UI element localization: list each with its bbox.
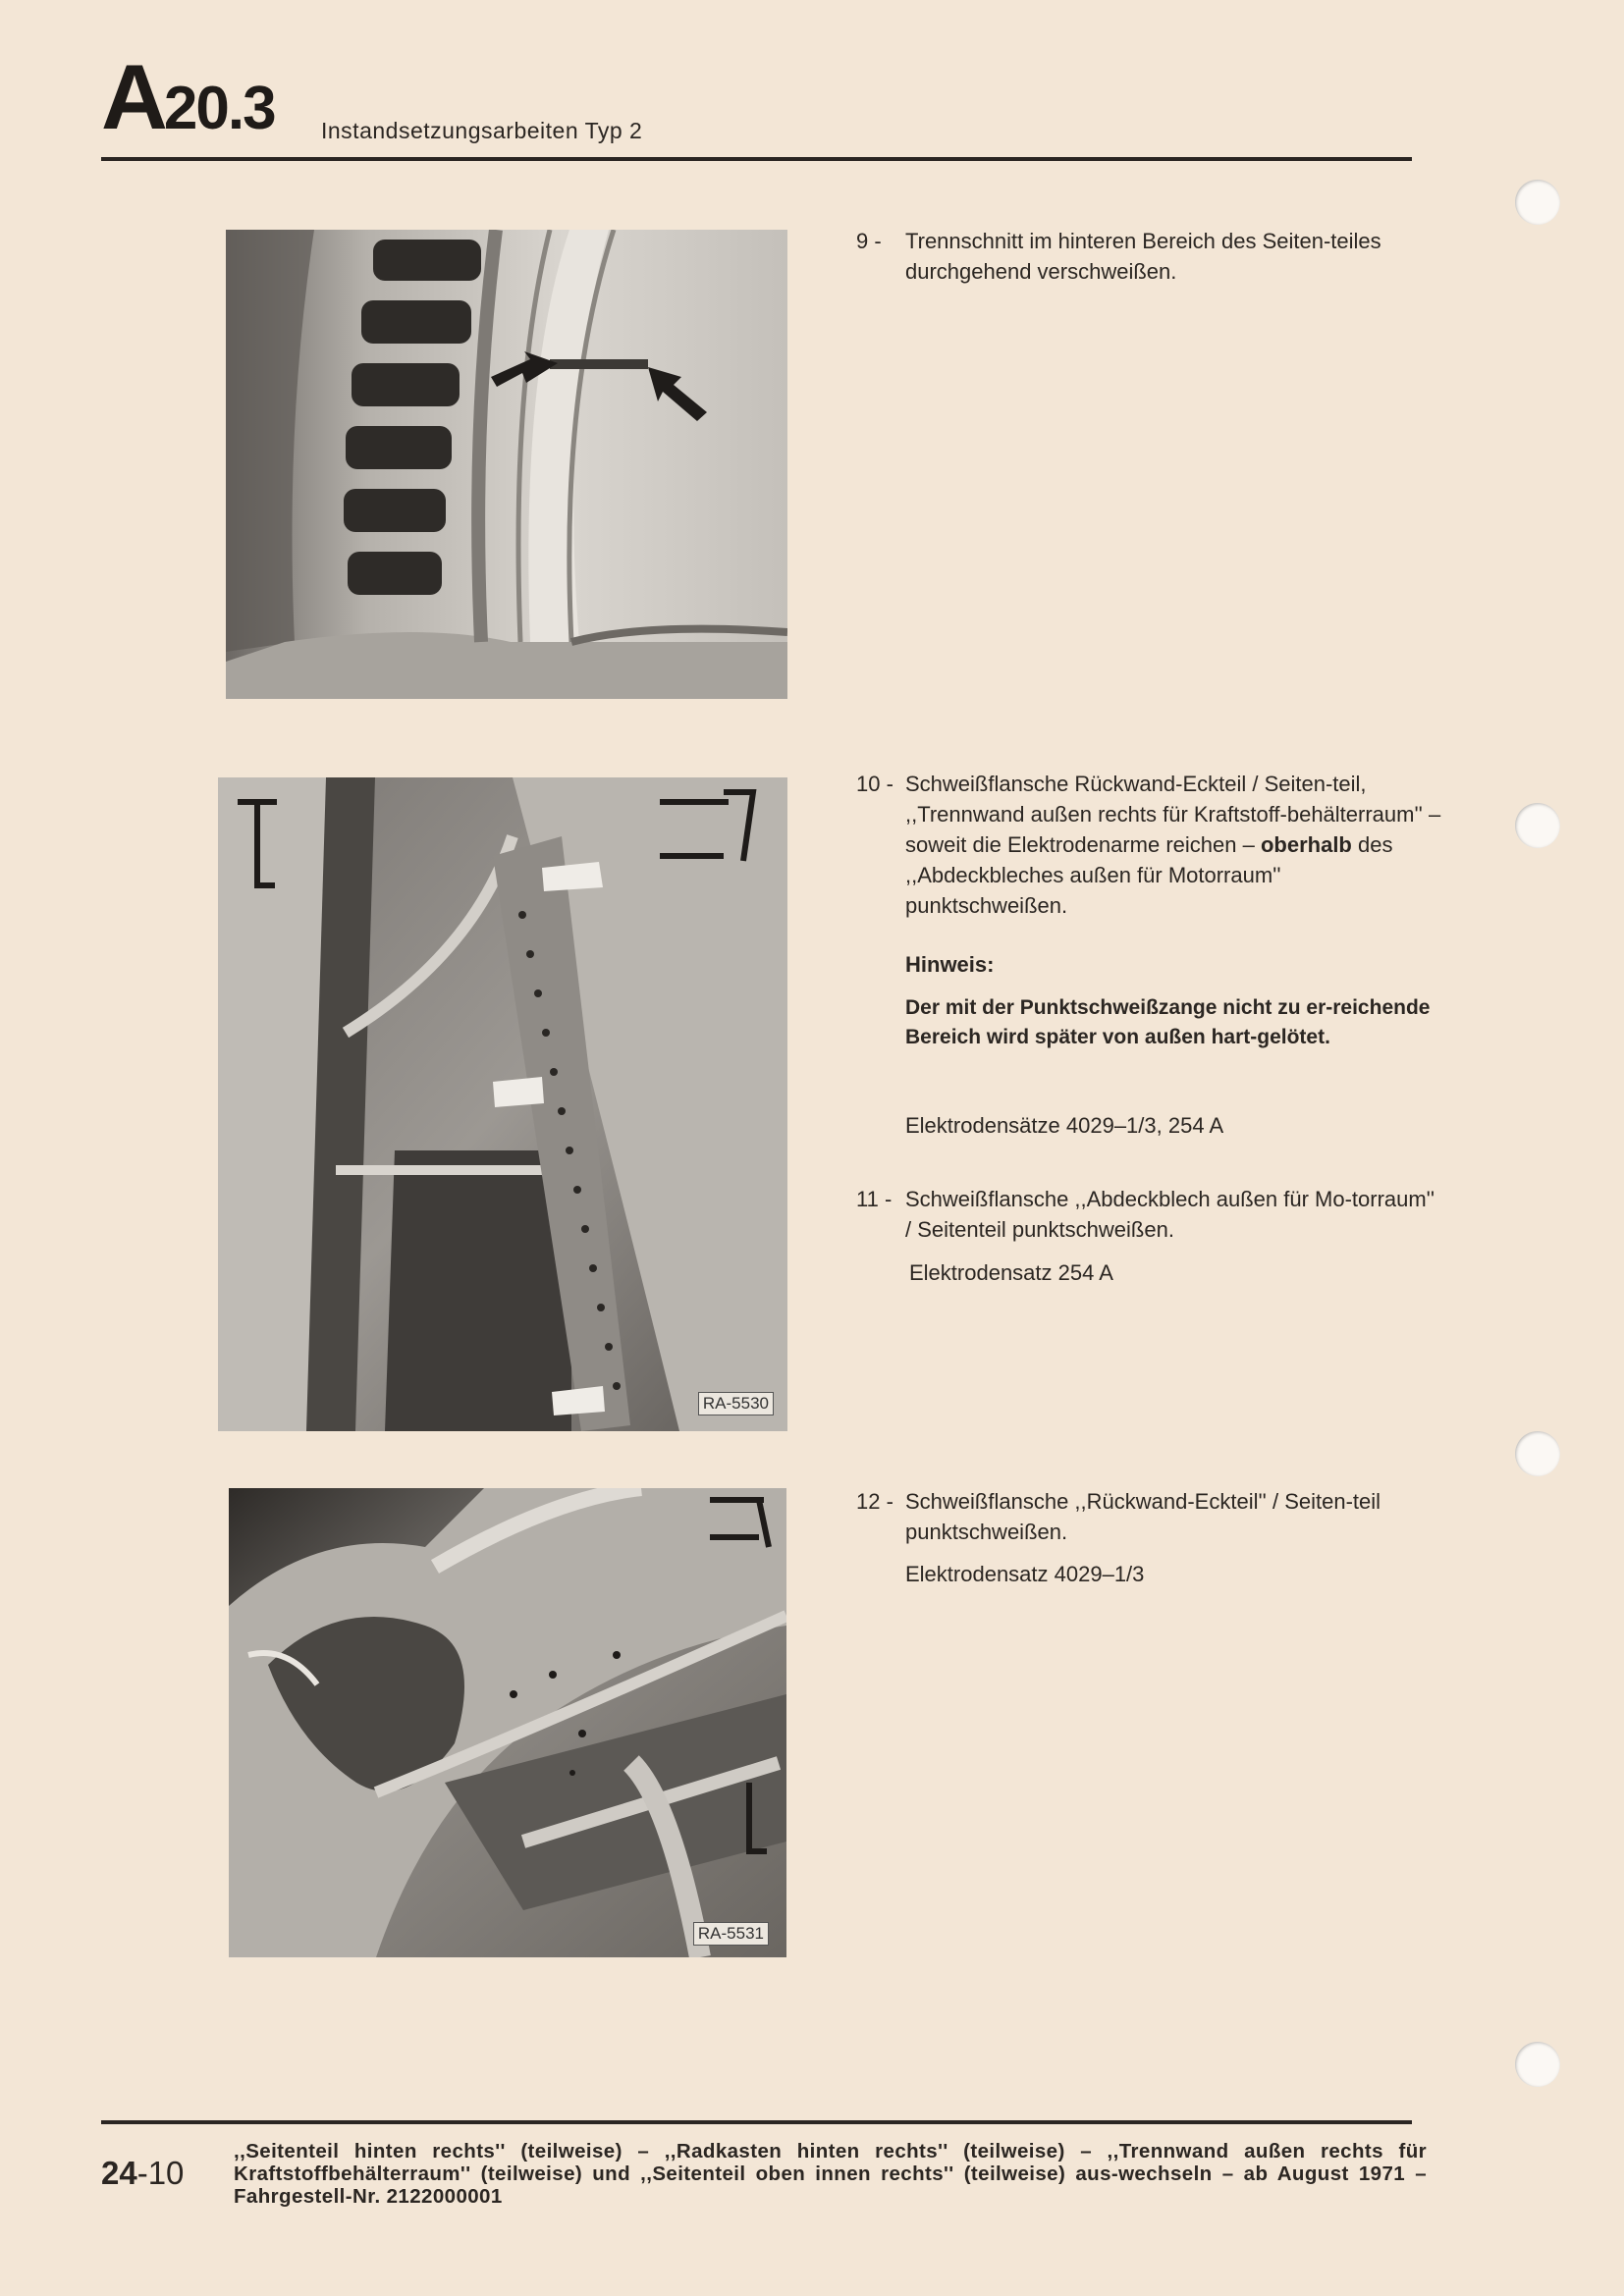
photo-rear-corner-weld — [218, 777, 787, 1431]
binder-hole — [1515, 180, 1560, 225]
step-text: Trennschnitt im hinteren Bereich des Seiten-teiles durchgehend verschweißen. — [905, 229, 1381, 284]
page-subtitle: Instandsetzungsarbeiten Typ 2 — [321, 118, 643, 143]
step-11 — [856, 1184, 1445, 1245]
header-rule — [101, 157, 1412, 161]
step-text: Schweißflansche ,,Abdeckblech außen für Mo-torraum'' / Seitenteil punktschweißen. — [905, 1187, 1435, 1242]
photo-side-panel-flange — [229, 1488, 786, 1957]
step-text — [905, 769, 1445, 921]
electrode-set: Elektrodensatz 4029–1/3 — [905, 1562, 1145, 1586]
step-number: 12 - — [856, 1489, 893, 1514]
section-code — [101, 45, 275, 148]
step-number: 9 - — [856, 229, 882, 253]
binder-hole — [1515, 1431, 1560, 1476]
step-number: 11 - — [856, 1187, 893, 1211]
binder-hole — [1515, 803, 1560, 848]
photo-reference-label: RA-5530 — [698, 1392, 774, 1415]
step-9 — [856, 226, 1445, 287]
binder-hole — [1515, 2042, 1560, 2087]
step-text-part: des ,,Abdeckbleches außen für Motorraum'' punktschweißen. — [905, 832, 1393, 918]
footer-rule — [101, 2120, 1412, 2124]
step-text-emphasis: oberhalb — [1260, 832, 1352, 857]
section-code-number: 20.3 — [163, 75, 275, 142]
page-number-suffix: -10 — [136, 2155, 185, 2191]
step-12 — [856, 1486, 1445, 1547]
section-code-prefix: A — [101, 45, 164, 148]
photo-side-panel-weld — [226, 230, 787, 699]
step-text: Schweißflansche ,,Rückwand-Eckteil'' / Seiten-teil punktschweißen. — [905, 1489, 1381, 1544]
step-text-part: Schweißflansche Rückwand-Eckteil / Seiten-teil, ,,Trennwand außen rechts für Kraftstoff-behälterraum'' – soweit die Elektrodenarme reichen – — [905, 772, 1441, 857]
electrode-set: Elektrodensatz 254 A — [909, 1260, 1113, 1285]
step-number: 10 - — [856, 772, 893, 796]
footer-description: ,,Seitenteil hinten rechts'' (teilweise) – ,,Radkasten hinten rechts'' (teilweise) – ,,Trennwand außen rechts für Kraftstoffbehälterraum'' (teilweise) und ,,Seitenteil oben innen rechts'' (teilweise) aus-wechseln – ab August 1971 – Fahrgestell-Nr. 2122000001 — [234, 2140, 1427, 2208]
page-number — [101, 2155, 184, 2192]
note-title: Hinweis: — [905, 952, 995, 977]
page-number-prefix: 24 — [101, 2155, 137, 2191]
note-text: Der mit der Punktschweißzange nicht zu er-reichende Bereich wird später von außen hart-gelötet. — [905, 996, 1431, 1048]
step-10 — [856, 769, 1445, 921]
electrode-sets: Elektrodensätze 4029–1/3, 254 A — [905, 1113, 1224, 1138]
photo-reference-label: RA-5531 — [693, 1922, 769, 1946]
